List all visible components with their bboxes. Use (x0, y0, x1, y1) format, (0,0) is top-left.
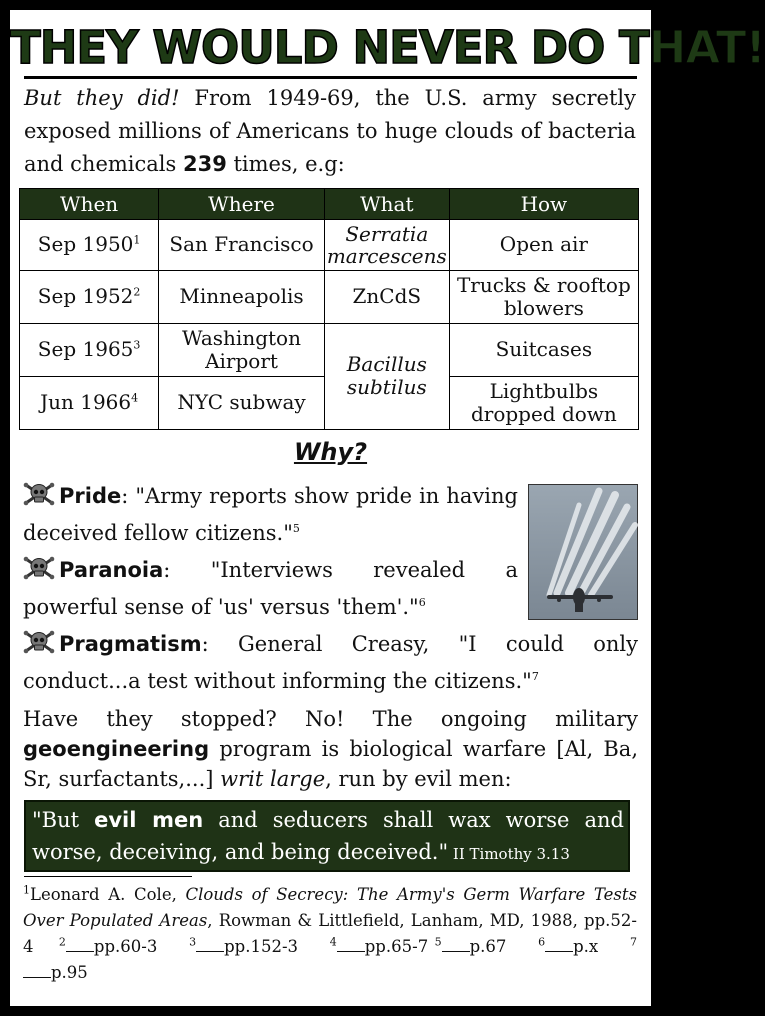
reason-pragmatism (23, 626, 638, 700)
writ-large-term: writ large (220, 767, 326, 791)
footnote-ref: 1 (133, 233, 141, 247)
cell-where: NYC subway (159, 376, 325, 429)
footnote-number: 1 (23, 883, 30, 897)
table-row (20, 220, 639, 271)
cell-how: Open air (449, 220, 638, 271)
when-text: Sep 1965 (37, 337, 134, 362)
when-text: Sep 1950 (37, 232, 134, 257)
scripture-quote (24, 800, 630, 872)
footnote-ref: 7 (531, 670, 539, 683)
events-table (19, 188, 639, 430)
reason-text: : General Creasy, "I could only conduct...a test without informing the citizens." (23, 632, 638, 693)
cell-how: Lightbulbs dropped down (449, 376, 638, 429)
table-row (20, 270, 639, 323)
table-row (20, 323, 639, 376)
col-header-where: Where (159, 189, 325, 220)
footnotes (23, 882, 637, 986)
skull-crossbones-icon (23, 556, 55, 580)
footnote-pages: pp.152-3 (224, 937, 299, 956)
intro-lead: But they did! (24, 86, 180, 110)
col-header-what: What (324, 189, 449, 220)
footnote-ref: 4 (131, 391, 139, 405)
footnote-ref: 6 (418, 596, 426, 609)
footnote-ref: 2 (133, 285, 141, 299)
footnote-pages: p.95 (51, 963, 88, 982)
title-underline (24, 76, 637, 79)
intro-text-1: From 1949-69, the U.S. army secretly exposed millions of Americans to huge clouds of bacteria and chemicals (24, 86, 637, 176)
ongoing-paragraph (23, 704, 638, 794)
table-header-row (20, 189, 639, 220)
cell-when (20, 376, 159, 429)
footnote-number: 2 (58, 935, 66, 949)
footnote-book-title: Clouds of Secrecy: The Army's Germ Warfare Tests Over Populated Areas (23, 885, 637, 930)
reason-head: Paranoia (59, 558, 164, 582)
reason-head: Pride (59, 484, 122, 508)
airplane-spray-photo (528, 484, 638, 620)
cell-what: Bacillus subtilus (324, 323, 449, 429)
cell-when (20, 323, 159, 376)
ongoing-text-3: , run by evil men: (325, 767, 512, 791)
ibid-blank (442, 937, 470, 952)
cell-what (324, 220, 449, 271)
cell-how: Suitcases (449, 323, 638, 376)
ibid-blank (66, 937, 94, 952)
reason-text: : "Army reports show pride in having deceived fellow citizens." (23, 484, 518, 545)
cell-where: Minneapolis (159, 270, 325, 323)
col-header-when: When (20, 189, 159, 220)
quote-text-1: "But (32, 808, 95, 832)
quote-bold: evil men (94, 808, 204, 832)
when-text: Jun 1966 (40, 390, 132, 415)
cell-when (20, 220, 159, 271)
cell-where: San Francisco (159, 220, 325, 271)
footnote-number: 4 (329, 935, 337, 949)
reasons-section (23, 478, 638, 700)
page-title: THEY WOULD NEVER DO THAT! (10, 21, 765, 74)
footnote-number: 6 (538, 935, 546, 949)
reason-text: : "Interviews revealed a powerful sense of 'us' versus 'them'." (23, 558, 518, 619)
cell-when (20, 270, 159, 323)
when-text: Sep 1952 (37, 284, 134, 309)
footnote-number: 7 (629, 935, 637, 949)
footnote-author: Leonard A. Cole, (30, 885, 186, 904)
reason-head: Pragmatism (59, 632, 202, 656)
intro-count: 239 (182, 152, 227, 176)
footnote-ref: 5 (292, 522, 300, 535)
footnote-divider (24, 876, 192, 877)
intro-text-2: times, e.g: (226, 152, 345, 176)
skull-crossbones-icon (23, 482, 55, 506)
ibid-blank (23, 963, 51, 978)
cell-where: Washington Airport (159, 323, 325, 376)
cell-how: Trucks & rooftop blowers (449, 270, 638, 323)
footnote-pages: pp.60-3 (93, 937, 158, 956)
cell-what: ZnCdS (324, 270, 449, 323)
footnote-ref: 3 (133, 338, 141, 352)
quote-text-2: and seducers shall wax worse and worse, deceiving, and being deceived." (32, 808, 624, 864)
intro-paragraph (24, 82, 636, 181)
footnote-pages: p.67 (469, 937, 507, 956)
skull-crossbones-icon (23, 630, 55, 654)
ibid-blank (545, 937, 573, 952)
ibid-blank (196, 937, 224, 952)
ongoing-text-2: program is biological warfare [Al, Ba, Sr, surfactants,...] (23, 737, 638, 791)
col-header-how: How (449, 189, 638, 220)
footnote-publisher: , Rowman & Littlefield, Lanham, MD, 1988, pp.52-4 (23, 911, 637, 956)
footnote-pages: p.x (573, 937, 599, 956)
ibid-blank (337, 937, 365, 952)
why-heading: Why? (293, 438, 368, 466)
poster (10, 10, 765, 1006)
footnote-number: 5 (434, 935, 442, 949)
footnote-pages: pp.65-7 (364, 937, 429, 956)
footnote-number: 3 (189, 935, 197, 949)
geoengineering-term: geoengineering (23, 737, 210, 761)
ongoing-text-1: Have they stopped? No! The ongoing military (23, 707, 638, 731)
what-text: Serratia marcescens (326, 221, 447, 268)
quote-reference: II Timothy 3.13 (448, 845, 570, 863)
